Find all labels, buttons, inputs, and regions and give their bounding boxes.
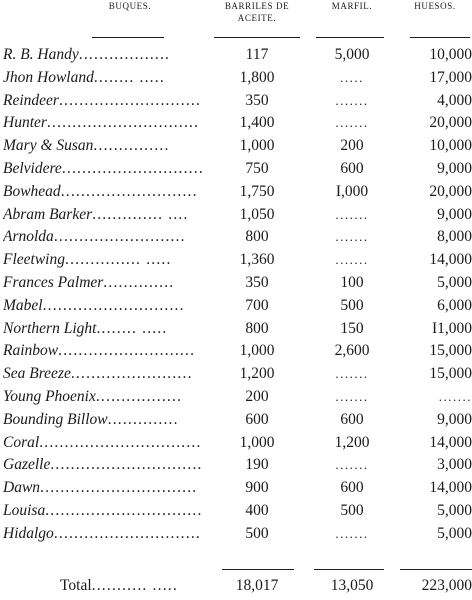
marfil-value: ....... [335, 252, 369, 268]
ship-name: R. B. Handy [3, 46, 79, 63]
aceite-value: 1,360 [239, 251, 275, 269]
aceite-value: 1,200 [239, 365, 275, 383]
total-leader-dots: ........... ..... [91, 577, 178, 594]
leader-dots: ............... ..... [65, 251, 172, 269]
aceite-value: 1,000 [239, 433, 275, 451]
ship-name: Sea Breeze [3, 365, 71, 383]
leader-dots: ............................ [61, 160, 204, 177]
aceite-value: 190 [245, 456, 269, 474]
ship-name-cell [3, 272, 215, 294]
ship-name: Bowhead [3, 182, 61, 200]
aceite-value: 700 [245, 296, 269, 314]
ship-name: Rainbow [3, 342, 59, 360]
leader-dots: ................................ [39, 433, 202, 451]
marfil-value: 1,200 [334, 433, 370, 451]
ship-name-cell [3, 363, 215, 385]
leader-dots: ............................ [42, 296, 185, 314]
ship-name: Belvidere [3, 160, 62, 177]
table-row [0, 500, 472, 522]
leader-dots: ........................ [70, 365, 193, 383]
leader-dots: ............................... [45, 502, 203, 519]
ship-name-cell [3, 249, 215, 271]
marfil-value: ....... [335, 229, 369, 245]
ship-name-cell [3, 44, 215, 66]
leader-dots: .................. [78, 46, 171, 63]
table-row [0, 318, 472, 340]
total-marfil: 13,050 [330, 577, 374, 594]
ship-name: Bounding Billow [3, 410, 108, 428]
ship-name-cell [3, 112, 215, 134]
total-rule-aceite [222, 569, 294, 570]
table-row [0, 386, 472, 408]
header-barriles-line2: ACEITE. [237, 13, 277, 23]
marfil-value: ....... [335, 92, 369, 108]
ship-name-cell [3, 181, 215, 203]
ship-name: Jhon Howland [3, 68, 94, 86]
ship-name-cell [3, 409, 215, 431]
huesos-value: 14,000 [429, 479, 472, 497]
header-huesos: HUESOS. [414, 1, 456, 11]
ship-name-cell [3, 500, 215, 522]
aceite-value: 1,800 [239, 68, 275, 86]
marfil-value: 150 [340, 319, 364, 337]
huesos-value: 14,000 [429, 251, 472, 269]
table-row [0, 112, 472, 134]
ship-name: Gazelle [3, 456, 51, 474]
huesos-value: 8,000 [437, 228, 472, 246]
huesos-value: 20,000 [429, 182, 472, 200]
table-row [0, 295, 472, 317]
leader-dots: ........................... [58, 342, 196, 360]
huesos-value: 17,000 [429, 68, 472, 86]
marfil-value: 600 [340, 160, 364, 177]
ship-name: Coral [3, 433, 40, 451]
huesos-value: 9,000 [437, 205, 472, 223]
huesos-value: 10,000 [429, 137, 472, 155]
ship-name: Mabel [3, 296, 43, 314]
marfil-value: ....... [335, 457, 369, 473]
table-row [0, 363, 472, 385]
huesos-value: 9,000 [437, 160, 472, 177]
marfil-value: 600 [340, 479, 364, 497]
leader-dots: ............................ [58, 91, 202, 109]
huesos-value: 15,000 [429, 365, 472, 383]
table-row [0, 523, 472, 545]
table-row [0, 477, 472, 499]
huesos-value: 10,000 [429, 46, 472, 63]
huesos-value: 6,000 [437, 296, 472, 314]
table-row [0, 249, 472, 271]
header-barriles-de-aceite [212, 0, 302, 24]
marfil-value: ....... [335, 206, 369, 222]
table-row [0, 135, 472, 157]
leader-dots: .......................... [53, 228, 186, 246]
ship-name: Louisa [3, 502, 46, 519]
huesos-value: 14,000 [429, 433, 472, 451]
table-row [0, 158, 472, 180]
aceite-value: 350 [245, 91, 269, 109]
ship-name-cell [3, 67, 215, 89]
header-rule-buques [92, 37, 164, 38]
ship-name: Reindeer [3, 91, 59, 109]
ship-name: Hidalgo [3, 524, 54, 542]
ship-name-cell [3, 432, 215, 454]
aceite-value: 400 [245, 502, 269, 519]
aceite-value: 750 [245, 160, 269, 177]
ship-name-cell [3, 295, 215, 317]
table-row [0, 432, 472, 454]
aceite-value: 600 [245, 410, 269, 428]
ship-name: Dawn [3, 479, 41, 497]
total-label-cell [60, 575, 220, 597]
ship-name-cell [3, 90, 215, 112]
table-row [0, 454, 472, 476]
aceite-value: 800 [245, 319, 269, 337]
header-barriles-line1: BARRILES DE [224, 1, 290, 11]
ship-name: Northern Light [3, 319, 97, 337]
marfil-value: 500 [340, 296, 364, 314]
huesos-value: 3,000 [437, 456, 472, 474]
table-row [0, 226, 472, 248]
marfil-value: ..... [340, 69, 364, 85]
aceite-value: 200 [245, 388, 269, 405]
leader-dots: ............................... [40, 479, 198, 497]
marfil-value: ....... [335, 389, 369, 404]
table-row [0, 340, 472, 362]
aceite-value: 1,400 [239, 114, 275, 132]
marfil-value: 600 [340, 410, 364, 428]
marfil-value: ....... [335, 525, 369, 541]
table-row [0, 67, 472, 89]
aceite-value: 900 [245, 479, 269, 497]
header-buques: BUQUES. [108, 1, 152, 11]
ship-name-cell [3, 135, 215, 157]
aceite-value: 1,750 [239, 182, 275, 200]
huesos-value: 15,000 [429, 342, 472, 360]
total-label: Total [60, 577, 92, 594]
aceite-value: 500 [245, 524, 269, 542]
leader-dots: .............................. [46, 114, 200, 132]
total-huesos: 223,000 [421, 577, 472, 594]
leader-dots: ........................... [60, 182, 198, 200]
leader-dots: .............. [107, 410, 179, 428]
ship-name-cell [3, 386, 215, 408]
marfil-value: 100 [340, 274, 364, 291]
leader-dots: ........ ..... [93, 68, 165, 86]
table-row [0, 181, 472, 203]
ship-name-cell [3, 226, 215, 248]
total-rule-huesos [400, 569, 472, 570]
huesos-value: 5,000 [437, 274, 472, 291]
ship-name-cell [3, 158, 215, 180]
leader-dots: .............. .... [92, 205, 189, 223]
ship-name-cell [3, 477, 215, 499]
leader-dots: ............... [93, 137, 170, 155]
marfil-value: 500 [340, 502, 364, 519]
ship-name-cell [3, 454, 215, 476]
table-row [0, 90, 472, 112]
huesos-value: 20,000 [429, 114, 472, 132]
aceite-value: 350 [245, 274, 269, 291]
aceite-value: 1,050 [239, 205, 275, 223]
ship-name: Arnolda [3, 228, 54, 246]
ship-name-cell [3, 340, 215, 362]
huesos-value: 9,000 [437, 410, 472, 428]
total-aceite: 18,017 [235, 577, 279, 594]
leader-dots: ........ ..... [96, 319, 168, 337]
huesos-value: 5,000 [437, 524, 472, 542]
leader-dots: .............. [103, 274, 175, 291]
table-row [0, 204, 472, 226]
marfil-value: 200 [340, 137, 364, 155]
ship-name: Abram Barker [3, 205, 93, 223]
header-rule-aceite [214, 37, 300, 38]
table-row [0, 409, 472, 431]
header-marfil: MARFIL. [331, 1, 373, 11]
ship-name-cell [3, 204, 215, 226]
table-row [0, 44, 472, 66]
huesos-value: I1,000 [431, 319, 472, 337]
ship-name: Frances Palmer [3, 274, 104, 291]
ship-name-cell [3, 523, 215, 545]
aceite-value: 800 [245, 228, 269, 246]
huesos-value: 5,000 [437, 502, 472, 519]
marfil-value: 5,000 [334, 46, 370, 63]
leader-dots: ............................. [53, 524, 201, 542]
marfil-value: ....... [335, 366, 369, 382]
aceite-value: 117 [245, 46, 269, 63]
total-row [0, 575, 472, 597]
leader-dots: .............................. [50, 456, 203, 474]
huesos-value: 4,000 [437, 91, 472, 109]
aceite-value: 1,000 [239, 342, 275, 360]
huesos-value: ....... [438, 389, 472, 404]
aceite-value: 1,000 [239, 137, 275, 155]
ship-name: Young Phoenix [3, 388, 96, 405]
ship-name-cell [3, 318, 215, 340]
header-rule-marfil [316, 37, 384, 38]
ship-name: Mary & Susan [3, 137, 94, 155]
ship-name: Fleetwing [3, 251, 65, 269]
leader-dots: ................. [95, 388, 183, 405]
marfil-value: 2,600 [334, 342, 370, 360]
total-rule-marfil [314, 569, 384, 570]
ship-name: Hunter [3, 114, 47, 132]
table-row [0, 272, 472, 294]
marfil-value: I,000 [335, 182, 369, 200]
header-rule-huesos [410, 37, 470, 38]
marfil-value: ....... [335, 115, 369, 131]
